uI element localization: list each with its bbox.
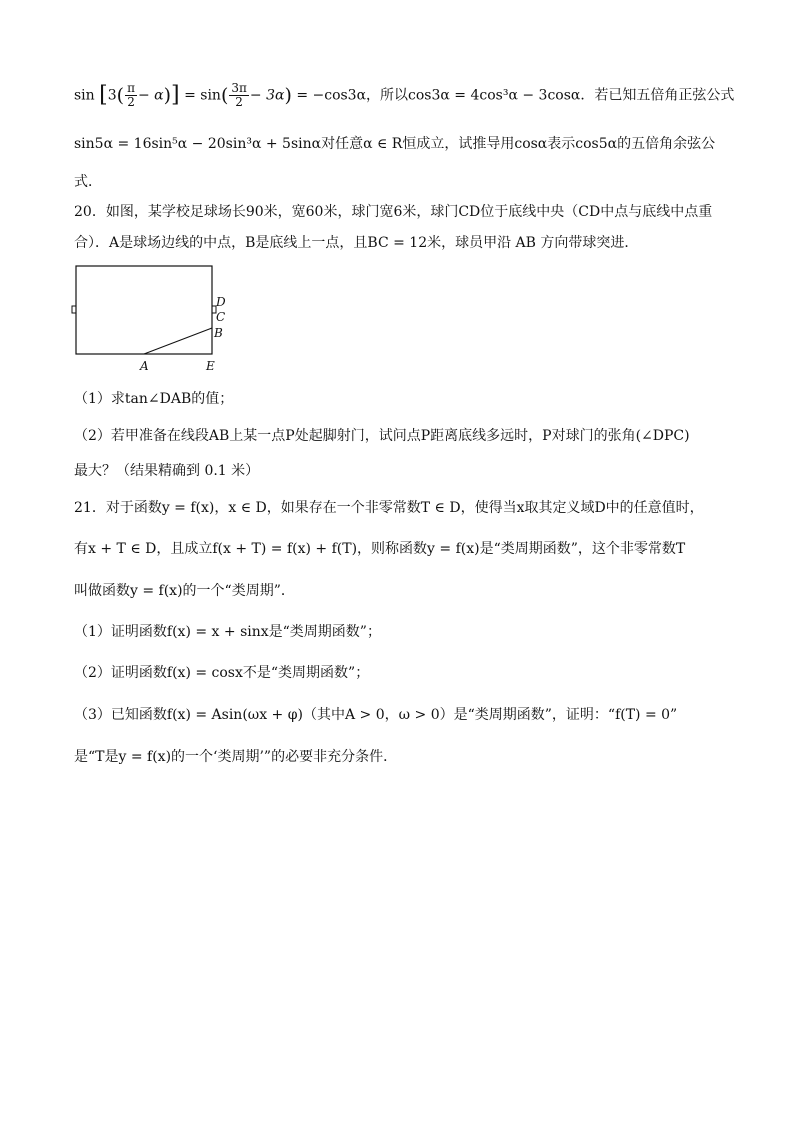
q20-part-2-line-2: 最大？（结果精确到 0.1 米）: [74, 463, 260, 479]
label-e: E: [206, 359, 215, 373]
field-rect: [76, 266, 212, 354]
minus-3alpha: − 3α: [249, 87, 285, 104]
paren-close: ): [163, 84, 172, 107]
q21-line-2: 有x + T ∈ D，且成立f(x + T) = f(x) + f(T)，则称函数y = f(x)是“类周期函数”，这个非零常数T: [74, 541, 686, 557]
q21-part-1: （1）证明函数f(x) = x + sinx是“类周期函数”；: [74, 624, 381, 640]
coef-text: 3: [107, 87, 117, 104]
q21-part-2: （2）证明函数f(x) = cosx不是“类周期函数”；: [74, 665, 370, 681]
frac-den: 2: [235, 95, 243, 109]
q21-line-1: 21．对于函数y = f(x)，x ∈ D，如果存在一个非零常数T ∈ D，使得当x取其定义域D中的任意值时，: [74, 500, 704, 516]
label-a: A: [140, 359, 149, 373]
line-ab: [144, 328, 212, 354]
q20-line-1: 20．如图，某学校足球场长90米，宽60米，球门宽6米，球门CD位于底线中央（CD中点与底线中点重: [74, 204, 713, 220]
intro-line-1-rest: = −cos3α，所以cos3α = 4cos³α − 3cosα．若已知五倍角正弦公式: [296, 87, 735, 104]
label-b: B: [214, 326, 223, 340]
q21-line-3: 叫做函数y = f(x)的一个“类周期”．: [74, 583, 295, 599]
fraction-3pi-over-2: [229, 82, 249, 109]
paren-open: (: [116, 84, 125, 107]
minus-alpha: − α: [137, 87, 164, 104]
sin-text: sin: [74, 87, 95, 104]
intro-line-1: [74, 82, 734, 109]
soccer-field-figure: [68, 262, 238, 380]
q20-part-2-line-1: （2）若甲准备在线段AB上某一点P处起脚射门，试问点P距离底线多远时，P对球门的张角(∠DPC): [74, 428, 690, 444]
frac-num: π: [127, 81, 135, 95]
bracket-close: ]: [171, 82, 180, 108]
q21-part-3-line-2: 是“T是y = f(x)的一个‘类周期’”的必要非充分条件．: [74, 749, 398, 765]
intro-line-3: 式．: [74, 174, 102, 190]
frac-den: 2: [127, 95, 135, 109]
fraction-pi-over-2: [125, 82, 137, 109]
frac-num: 3π: [231, 81, 247, 95]
q21-part-3-line-1: （3）已知函数f(x) = Asin(ωx + φ)（其中A > 0，ω > 0）是“类周期函数”，证明：“f(T) = 0”: [74, 707, 678, 723]
q20-part-1: （1）求tan∠DAB的值；: [74, 391, 234, 407]
paren-close-2: ): [284, 84, 292, 107]
label-d: D: [216, 295, 226, 309]
label-c: C: [216, 310, 226, 324]
intro-line-2: sin5α = 16sin⁵α − 20sin³α + 5sinα对任意α ∈ R恒成立，试推导用cosα表示cos5α的五倍角余弦公: [74, 136, 716, 152]
bracket-open: [: [99, 82, 108, 108]
paren-open-2: (: [220, 84, 229, 107]
eq-sin-text: = sin: [184, 87, 221, 104]
q20-line-2: 合）．A是球场边线的中点，B是底线上一点，且BC = 12米，球员甲沿 AB 方向带球突进．: [74, 235, 639, 251]
